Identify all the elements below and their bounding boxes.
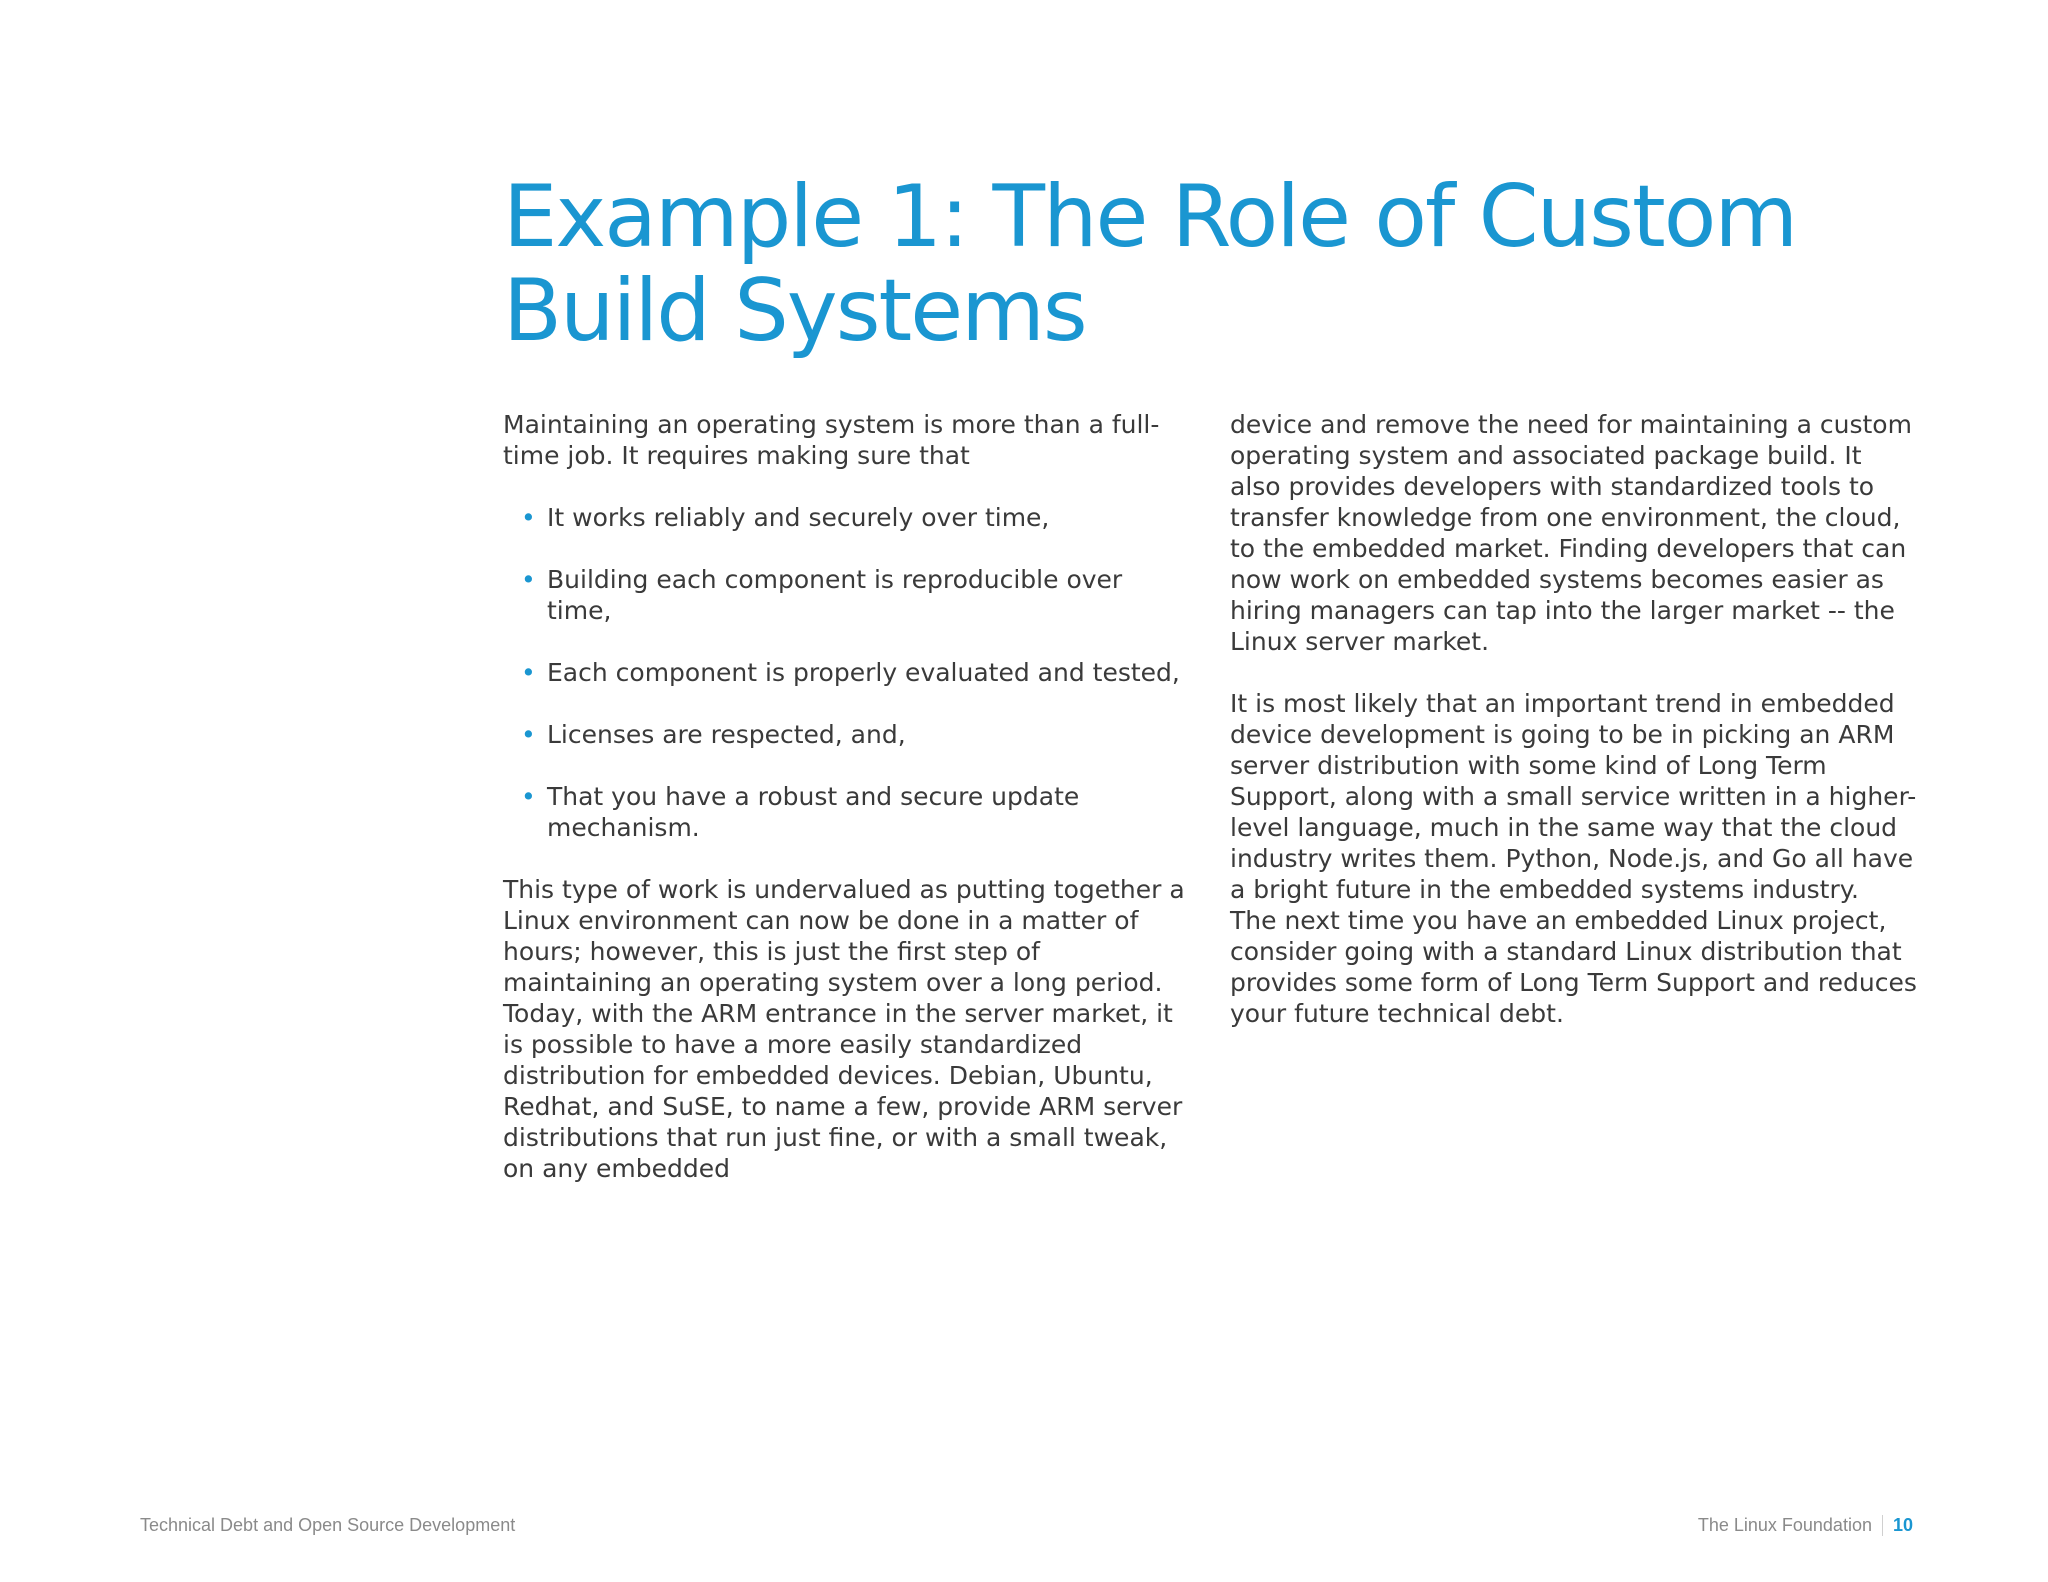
bullet-icon: • — [521, 503, 536, 532]
list-item-text: It works reliably and securely over time, — [547, 503, 1050, 532]
list-item — [503, 564, 1188, 626]
footer-organization: The Linux Foundation — [1697, 1515, 1872, 1535]
list-item — [503, 719, 1188, 750]
bullet-icon: • — [521, 658, 536, 687]
footer-document-title: Technical Debt and Open Source Development — [140, 1515, 516, 1535]
body-paragraph: The next time you have an embedded Linux project, consider going with a standard Linux distribution that provides some form of Long Term Support and reduces your future technical debt. — [1230, 906, 1917, 1028]
list-item — [503, 502, 1188, 533]
bullet-icon: • — [521, 782, 536, 811]
page-title — [503, 167, 1803, 361]
bullet-icon: • — [521, 720, 536, 749]
list-item — [503, 781, 1188, 843]
footer-right — [1698, 1515, 1913, 1536]
bullet-icon: • — [521, 565, 536, 594]
body-paragraph: device and remove the need for maintaining a custom operating system and associated package build. It also provides developers with standardized tools to transfer knowledge from one environment, the cloud, to the embedded market. Finding developers that can now work on embedded systems becomes easier as hiring managers can tap into the larger market -- the Linux server market. — [1230, 410, 1912, 656]
page-title-line-2: Build Systems — [503, 261, 1086, 361]
left-column — [503, 409, 1188, 1215]
requirements-list — [503, 502, 1188, 843]
list-item — [503, 657, 1188, 688]
list-item-text: That you have a robust and secure update mechanism. — [547, 782, 1080, 842]
right-column — [1230, 409, 1920, 1060]
intro-paragraph: Maintaining an operating system is more than a full-time job. It requires making sure that — [503, 410, 1160, 470]
body-paragraph: This type of work is undervalued as putting together a Linux environment can now be done in a matter of hours; however, this is just the first step of maintaining an operating system over a long period. Today, with the ARM entrance in the server market, it is possible to have a more easily standardized distribution for embedded devices. Debian, Ubuntu, Redhat, and SuSE, to name a few, provide ARM server distributions that run just fine, or with a small tweak, on any embedded — [503, 875, 1185, 1183]
page-title-line-1: Example 1: The Role of Custom — [503, 167, 1797, 267]
body-paragraph: It is most likely that an important trend in embedded device development is going to be in picking an ARM server distribution with some kind of Long Term Support, along with a small service written in a higher-level language, much in the same way that the cloud industry writes them. Python, Node.js, and Go all have a bright future in the embedded systems industry. — [1230, 689, 1917, 904]
list-item-text: Licenses are respected, and, — [547, 720, 906, 749]
list-item-text: Building each component is reproducible over time, — [547, 565, 1123, 625]
page-number: 10 — [1882, 1515, 1913, 1536]
list-item-text: Each component is properly evaluated and tested, — [547, 658, 1180, 687]
